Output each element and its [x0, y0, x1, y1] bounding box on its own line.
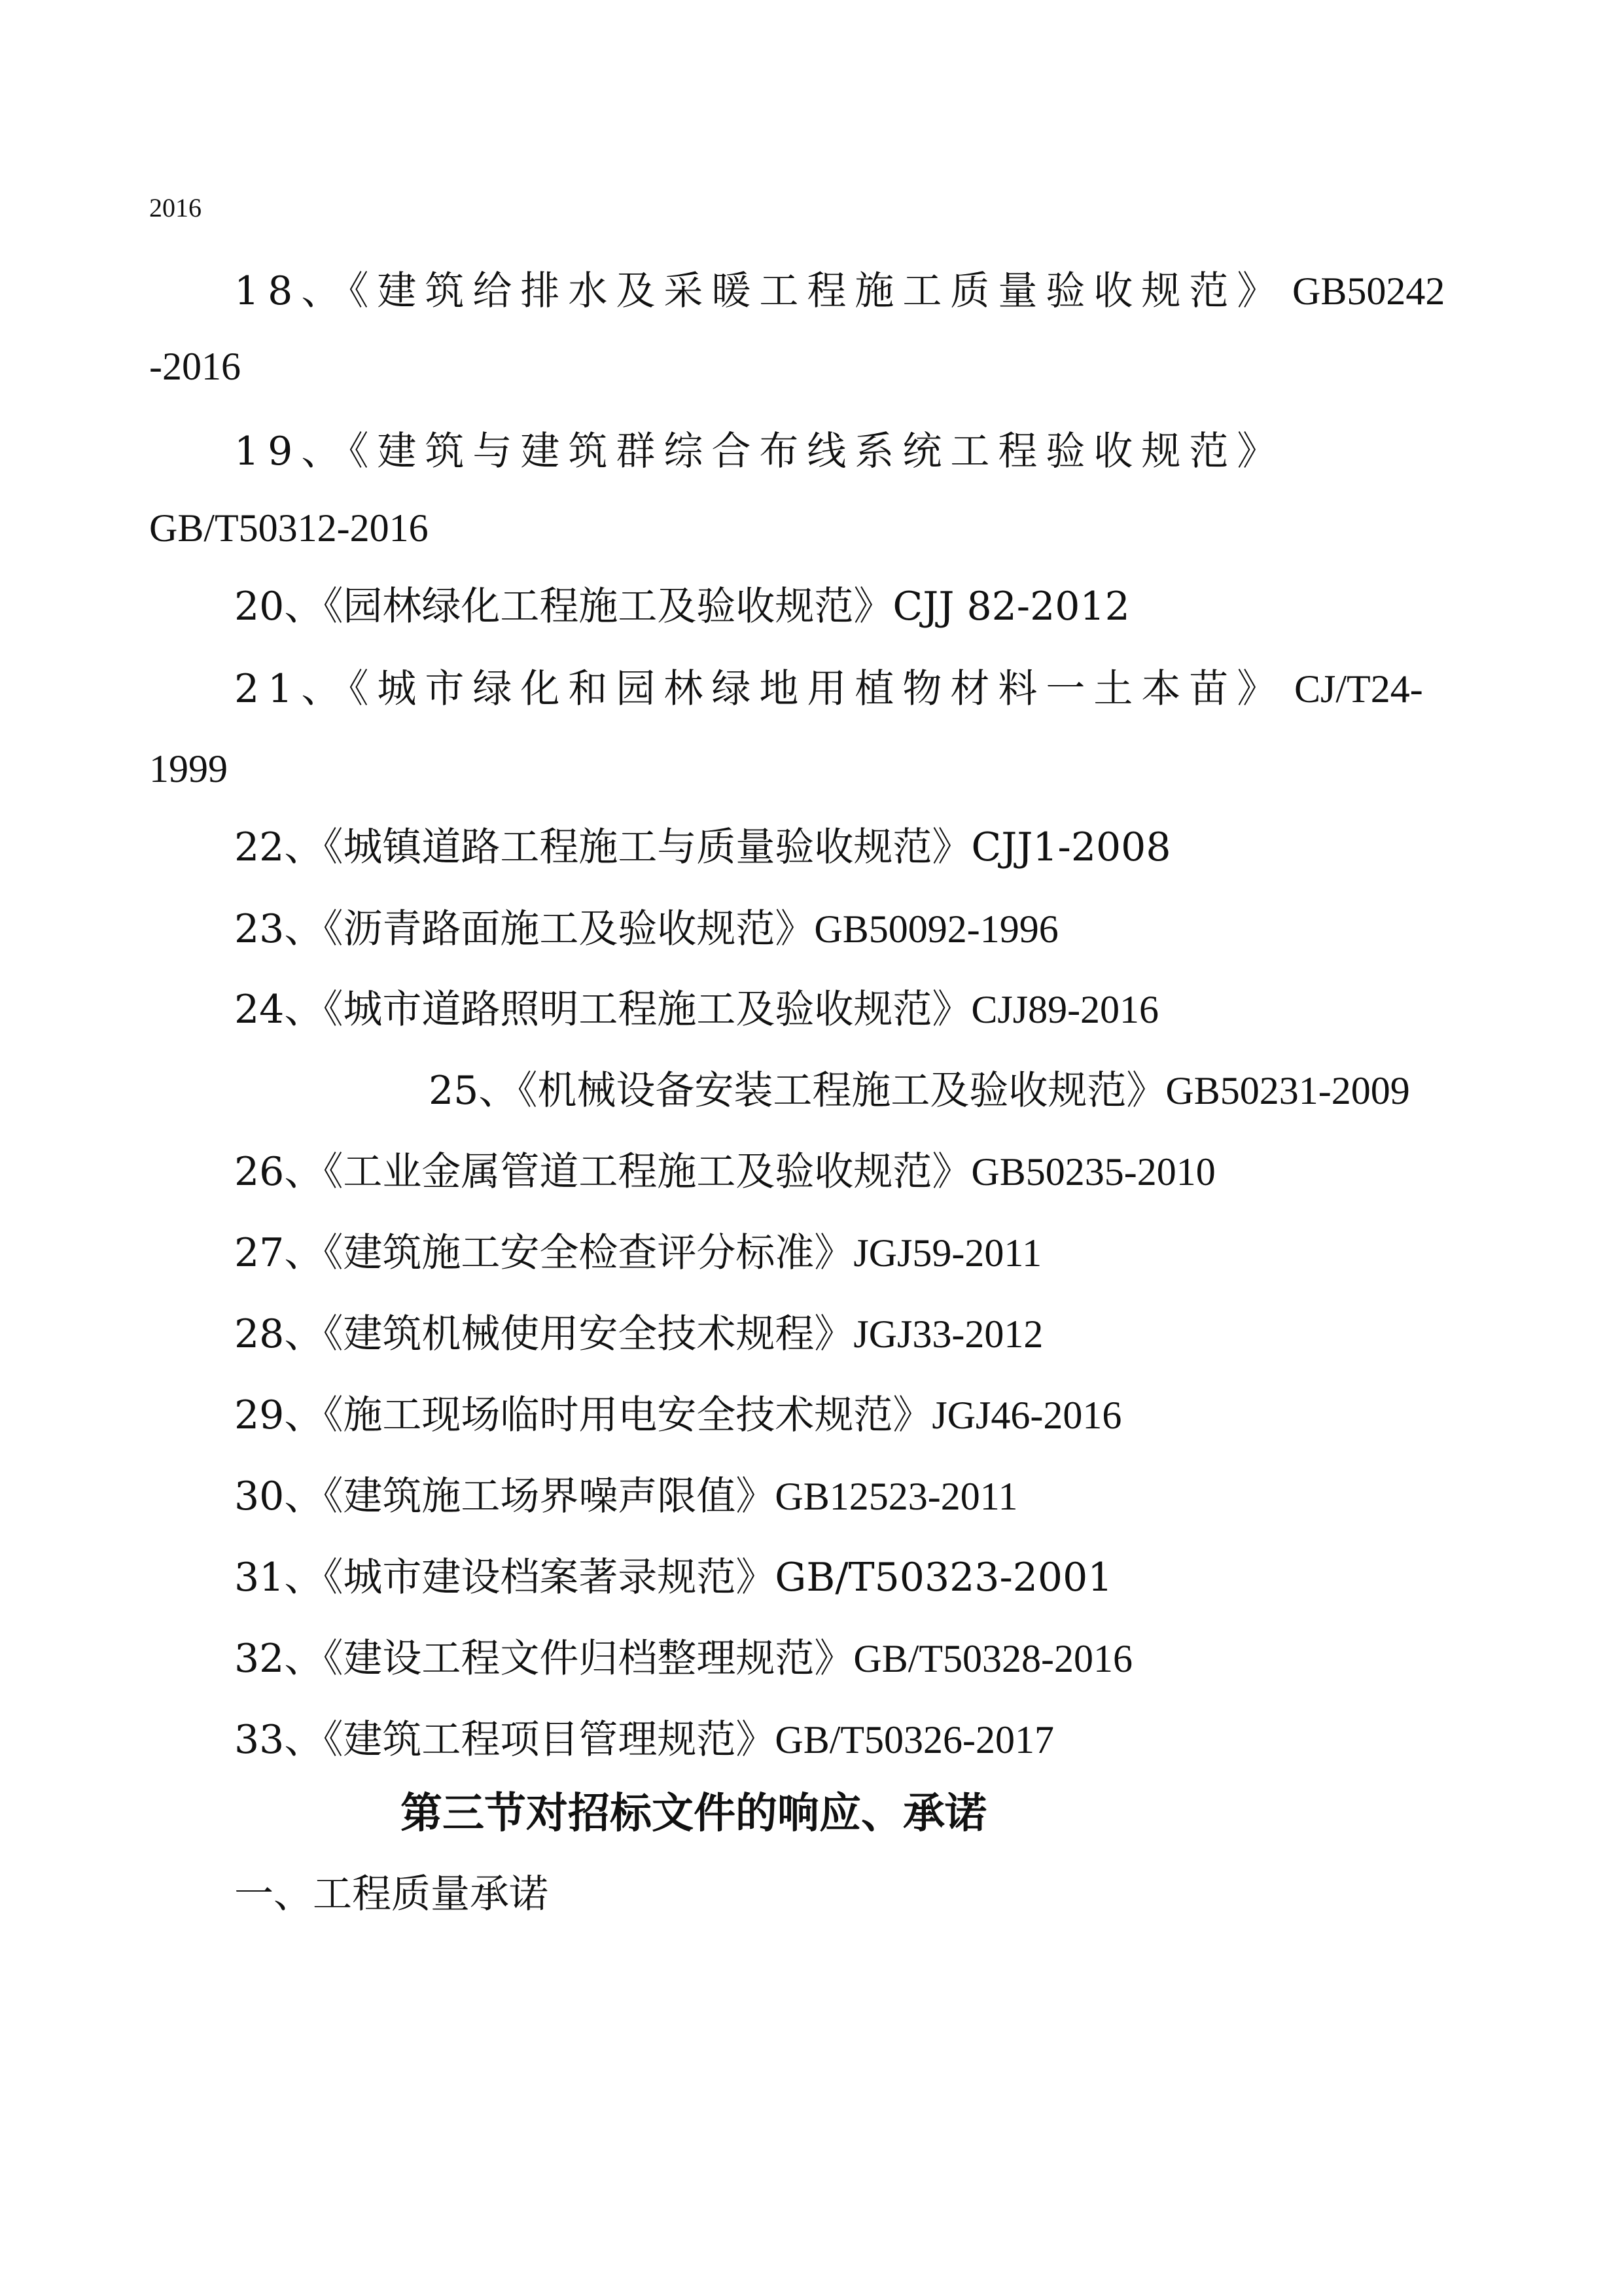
item-separator: 、	[301, 429, 349, 474]
item-title: 《机械设备安装工程施工及验收规范》	[518, 1068, 1166, 1114]
page-fragment: 2016	[149, 193, 202, 222]
item-separator: 、	[284, 1555, 324, 1600]
item-code: GB12523-2011	[775, 1475, 1018, 1518]
item-code: CJJ89-2016	[971, 988, 1159, 1031]
item-number: 27	[234, 1230, 285, 1276]
item-number: 26	[234, 1149, 285, 1195]
item-code: GB50242	[1292, 270, 1445, 313]
list-item	[429, 1068, 1410, 1114]
list-item	[234, 824, 1171, 870]
list-item	[234, 987, 1159, 1033]
item-code: GB/T50323-2001	[775, 1555, 1113, 1600]
item-code-continued: -2016	[149, 345, 241, 388]
item-code: GB/T50312-2016	[149, 506, 429, 550]
item-separator: 、	[284, 1717, 324, 1763]
list-item	[234, 1555, 1113, 1600]
item-title: 《建筑机械使用安全技术规程》	[323, 1311, 854, 1357]
item-separator: 、	[284, 824, 324, 870]
item-number: 18	[234, 268, 302, 314]
item-number: 22	[234, 824, 285, 870]
item-separator: 、	[284, 1149, 324, 1195]
item-title: 《建筑给排水及采暖工程施工质量验收规范》	[349, 268, 1285, 314]
item-title: 《城市建设档案著录规范》	[323, 1555, 775, 1600]
item-number: 32	[234, 1636, 285, 1682]
item-separator: 、	[284, 1474, 324, 1519]
list-item	[234, 1230, 1042, 1276]
item-number: 19	[234, 429, 302, 474]
item-separator: 、	[478, 1068, 518, 1114]
item-code: GB/T50328-2016	[853, 1637, 1133, 1680]
list-item	[234, 906, 1059, 952]
item-separator: 、	[301, 268, 349, 314]
item-code: CJJ1-2008	[971, 824, 1171, 870]
item-title: 《园林绿化工程施工及验收规范》	[323, 584, 893, 629]
item-title: 《建筑工程项目管理规范》	[323, 1717, 775, 1763]
item-code: GB/T50326-2017	[775, 1718, 1055, 1761]
item-number: 20	[234, 584, 285, 629]
item-title: 《建筑施工场界噪声限值》	[323, 1474, 775, 1519]
list-item	[234, 584, 1130, 629]
list-item	[234, 1717, 1055, 1763]
list-item	[234, 1149, 1216, 1195]
item-code: JGJ59-2011	[853, 1231, 1042, 1275]
item-separator: 、	[284, 1311, 324, 1357]
item-number: 33	[234, 1717, 285, 1763]
item-number: 29	[234, 1392, 285, 1438]
item-separator: 、	[284, 987, 324, 1033]
item-separator: 、	[284, 584, 324, 629]
list-item	[234, 429, 1285, 474]
subsection-heading: 一、工程质量承诺	[234, 1871, 548, 1917]
list-item	[234, 268, 1285, 314]
list-item	[234, 1474, 1018, 1519]
item-title: 《建筑施工安全检查评分标准》	[323, 1230, 854, 1276]
item-title: 《城镇道路工程施工与质量验收规范》	[323, 824, 972, 870]
list-item	[234, 1636, 1133, 1682]
item-number: 24	[234, 987, 285, 1033]
list-item	[234, 1392, 1122, 1438]
item-code: JGJ33-2012	[853, 1313, 1044, 1356]
item-title: 《建设工程文件归档整理规范》	[323, 1636, 854, 1682]
item-number: 23	[234, 906, 285, 952]
item-number: 30	[234, 1474, 285, 1519]
item-separator: 、	[284, 1230, 324, 1276]
item-title: 《沥青路面施工及验收规范》	[323, 906, 815, 952]
list-item	[234, 1311, 1044, 1357]
item-title: 《城市道路照明工程施工及验收规范》	[323, 987, 972, 1033]
item-code: GB50231-2009	[1165, 1069, 1410, 1112]
item-title: 《建筑与建筑群综合布线系统工程验收规范》	[349, 429, 1285, 474]
list-item	[234, 666, 1285, 712]
item-number: 21	[234, 666, 302, 712]
item-separator: 、	[284, 906, 324, 952]
item-separator: 、	[284, 1636, 324, 1682]
item-code: GB50235-2010	[971, 1150, 1216, 1193]
item-number: 25	[429, 1068, 479, 1114]
item-code-continued: 1999	[149, 747, 228, 790]
section-heading: 第三节对招标文件的响应、承诺	[400, 1789, 987, 1838]
item-separator: 、	[301, 666, 349, 712]
item-code: GB50092-1996	[814, 908, 1059, 951]
item-title: 《施工现场临时用电安全技术规范》	[323, 1392, 932, 1438]
item-title: 《城市绿化和园林绿地用植物材料一土本苗》	[349, 666, 1285, 712]
item-number: 31	[234, 1555, 285, 1600]
item-code: CJJ 82-2012	[892, 584, 1130, 629]
item-number: 28	[234, 1311, 285, 1357]
item-separator: 、	[284, 1392, 324, 1438]
item-code: JGJ46-2016	[932, 1394, 1122, 1437]
item-title: 《工业金属管道工程施工及验收规范》	[323, 1149, 972, 1195]
item-code: CJ/T24-	[1294, 667, 1423, 711]
